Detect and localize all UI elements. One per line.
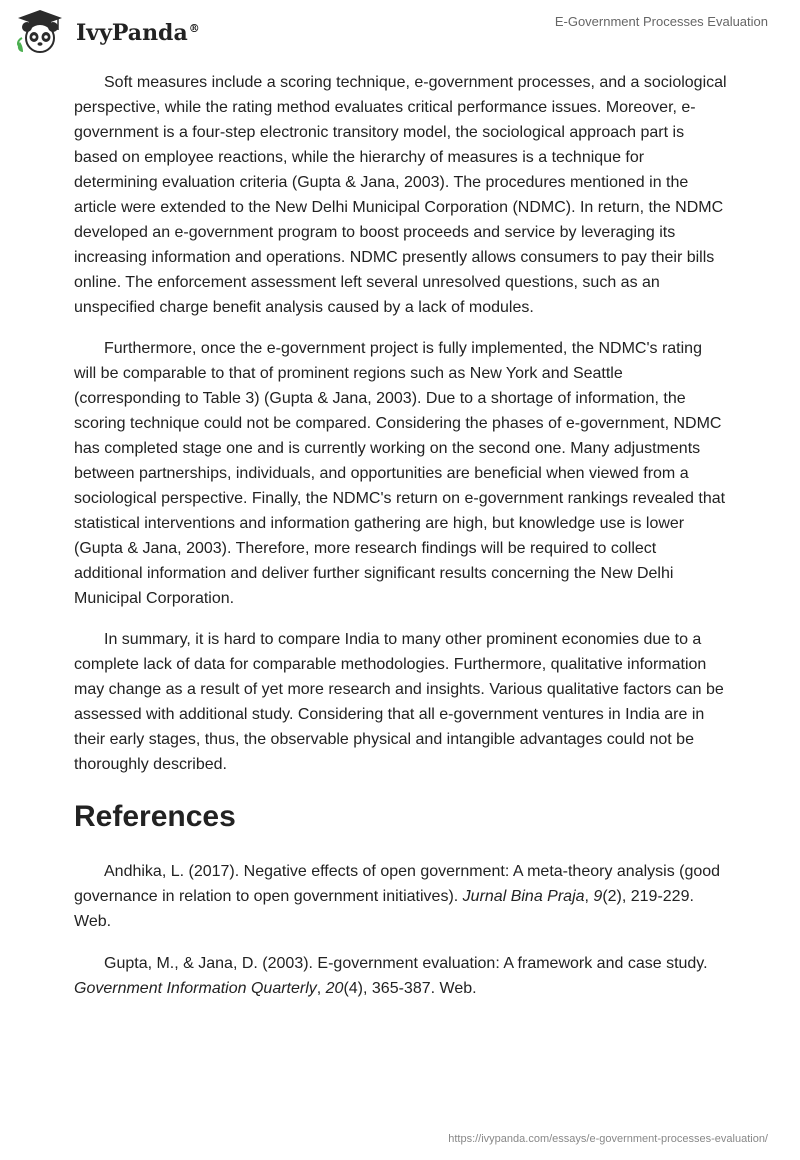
page-header <box>0 0 800 62</box>
brand-logo[interactable] <box>14 8 200 54</box>
body-paragraph-3: In summary, it is hard to compare India to many other prominent economies due to a complete lack of data for comparable methodologies. Furthermore, qualitative information may change as a result of yet more research and insights. Various qualitative factors can be assessed with additional study. Considering that all e-government ventures in India are in their early stages, thus, the observable physical and intangible advantages could not be thoroughly described. <box>74 631 724 773</box>
reference-journal: Jurnal Bina Praja <box>462 888 585 905</box>
body-paragraph-2: Furthermore, once the e-government project is fully implemented, the NDMC's rating will be comparable to that of prominent regions such as New York and Seattle (corresponding to Table 3) (Gupta & Jana, 2003). Due to a shortage of information, the scoring technique could not be compared. Considering the phases of e-government, NDMC has completed stage one and is currently working on the second one. Many adjustments between partnerships, individuals, and opportunities are beneficial when viewed from a sociological perspective. Finally, the NDMC's return on e-government rankings revealed that statistical interventions and information gathering are high, but knowledge use is lower (Gupta & Jana, 2003). Therefore, more research findings will be required to collect additional information and deliver further significant results concerning the New Delhi Municipal Corporation. <box>74 340 726 607</box>
reference-volume: 20 <box>325 980 344 997</box>
brand-name: IvyPanda® <box>76 20 200 46</box>
panda-graduate-icon <box>14 8 66 54</box>
body-paragraph-1: Soft measures include a scoring technique, e-government processes, and a sociological perspective, while the rating method evaluates critical performance issues. Moreover, e-government is a four-step electronic transitory model, the sociological approach part is based on employee reactions, while the hierarchy of measures is a technique for determining evaluation criteria (Gupta & Jana, 2003). The procedures mentioned in the article were extended to the New Delhi Municipal Corporation (NDMC). In return, the NDMC developed an e-government program to boost proceeds and service by leveraging its increasing information and operations. NDMC presently allows consumers to pay their bills online. The enforcement assessment left several unresolved questions, such as an unspecified charge benefit analysis caused by a lack of modules. <box>74 74 727 316</box>
article-body <box>74 70 728 1018</box>
reference-volume: 9 <box>593 888 603 905</box>
registered-mark: ® <box>188 21 200 35</box>
reference-item: Gupta, M., & Jana, D. (2003). E-government evaluation: A framework and case study. Government Information Quarterly, 20(4), 365-387. Web. <box>74 955 708 997</box>
reference-item: Andhika, L. (2017). Negative effects of open government: A meta-theory analysis (good governance in relation to open government initiatives). Jurnal Bina Praja, 9(2), 219-229. Web. <box>74 863 721 930</box>
reference-journal: Government Information Quarterly <box>74 980 317 997</box>
references-heading: References <box>74 800 236 833</box>
footer-url[interactable]: https://ivypanda.com/essays/e-government-processes-evaluation/ <box>448 1133 768 1145</box>
document-title: E-Government Processes Evaluation <box>554 14 768 29</box>
